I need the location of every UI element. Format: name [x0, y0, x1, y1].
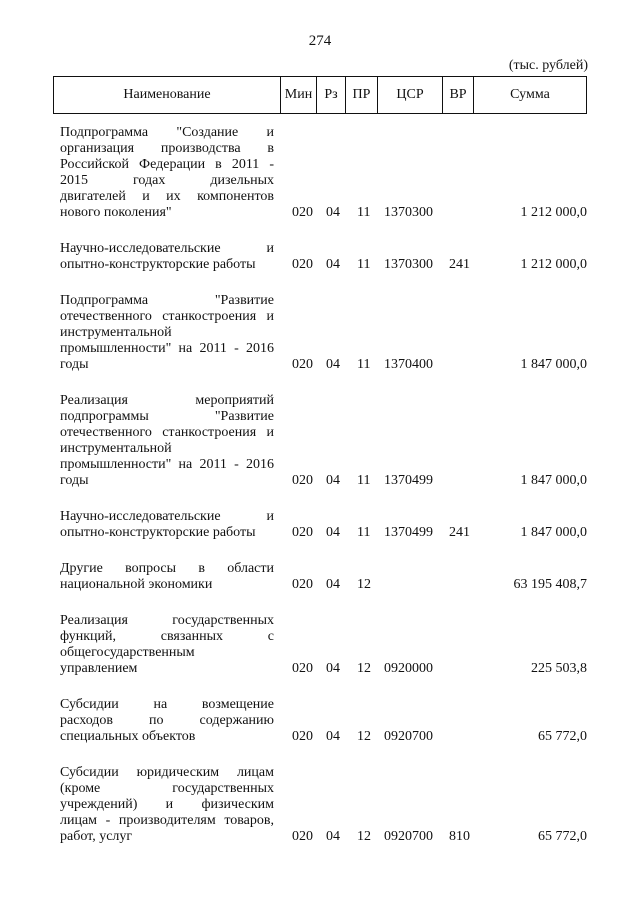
row-sum: 65 772,0 [538, 829, 587, 844]
row-vr: 241 [449, 525, 470, 540]
units-label: (тыс. рублей) [508, 58, 588, 73]
table-row [60, 393, 587, 489]
row-name-line: нового поколения" [60, 205, 172, 220]
row-codes [60, 729, 587, 745]
header-pr: ПР [346, 77, 378, 114]
row-rz: 04 [326, 661, 340, 676]
row-name-line: двигателей и их компонентов [60, 189, 274, 204]
row-min: 020 [292, 829, 313, 844]
row-csr: 1370300 [384, 257, 433, 272]
row-sum: 63 195 408,7 [513, 577, 587, 592]
row-name-line: подпрограммы "Развитие [60, 409, 274, 424]
row-min: 020 [292, 729, 313, 744]
row-sum: 1 847 000,0 [520, 473, 587, 488]
row-name-line: организация производства в [60, 141, 274, 156]
row-min: 020 [292, 257, 313, 272]
row-vr: 241 [449, 257, 470, 272]
row-name-line: учреждений) и физическим [60, 797, 274, 812]
row-name-line: Российской Федерации в 2011 - [60, 157, 274, 172]
row-vr: 810 [449, 829, 470, 844]
row-name-line: опытно-конструкторские работы [60, 257, 256, 272]
row-sum: 65 772,0 [538, 729, 587, 744]
row-name-line: отечественного станкостроения и [60, 425, 274, 440]
row-pr: 11 [357, 473, 371, 488]
row-name-line: промышленности" на 2011 - 2016 [60, 341, 274, 356]
row-name-line: специальных объектов [60, 729, 196, 744]
row-name-line: опытно-конструкторские работы [60, 525, 256, 540]
row-pr: 12 [357, 729, 371, 744]
header-vr: ВР [443, 77, 474, 114]
row-name-line: инструментальной [60, 325, 172, 340]
row-rz: 04 [326, 729, 340, 744]
row-name-line: Реализация государственных [60, 613, 274, 628]
row-pr: 12 [357, 577, 371, 592]
table-row [60, 765, 587, 845]
table-body [0, 125, 640, 845]
row-codes [60, 525, 587, 541]
row-name-line: Научно-исследовательские и [60, 509, 274, 524]
row-rz: 04 [326, 577, 340, 592]
row-rz: 04 [326, 257, 340, 272]
row-csr: 1370400 [384, 357, 433, 372]
row-codes [60, 257, 587, 273]
table-header [53, 76, 587, 114]
row-rz: 04 [326, 525, 340, 540]
row-rz: 04 [326, 829, 340, 844]
row-name-line: Реализация мероприятий [60, 393, 274, 408]
row-min: 020 [292, 525, 313, 540]
row-csr: 0920000 [384, 661, 433, 676]
table-row [60, 697, 587, 745]
row-name-line: функций, связанных с [60, 629, 274, 644]
row-pr: 11 [357, 357, 371, 372]
row-name-line: Подпрограмма "Развитие [60, 293, 274, 308]
table-row [60, 613, 587, 677]
row-sum: 1 212 000,0 [520, 205, 587, 220]
header-rz: Рз [317, 77, 346, 114]
row-min: 020 [292, 661, 313, 676]
row-name-line: национальной экономики [60, 577, 213, 592]
row-csr: 0920700 [384, 729, 433, 744]
row-rz: 04 [326, 473, 340, 488]
row-sum: 1 847 000,0 [520, 357, 587, 372]
row-pr: 11 [357, 205, 371, 220]
row-name-line: (кроме государственных [60, 781, 274, 796]
row-name-line: Субсидии юридическим лицам [60, 765, 274, 780]
row-codes [60, 357, 587, 373]
page-number: 274 [308, 33, 332, 49]
row-min: 020 [292, 357, 313, 372]
row-min: 020 [292, 205, 313, 220]
row-name-line: 2015 годах дизельных [60, 173, 274, 188]
row-name-line: управлением [60, 661, 138, 676]
row-name-line: инструментальной [60, 441, 172, 456]
row-codes [60, 473, 587, 489]
row-pr: 11 [357, 257, 371, 272]
row-pr: 12 [357, 829, 371, 844]
row-name-line: расходов по содержанию [60, 713, 274, 728]
row-rz: 04 [326, 357, 340, 372]
table-row [60, 125, 587, 221]
row-csr: 1370300 [384, 205, 433, 220]
header-csr: ЦСР [378, 77, 443, 114]
row-name-line: годы [60, 357, 89, 372]
row-name-line: Другие вопросы в области [60, 561, 274, 576]
row-name-line: Научно-исследовательские и [60, 241, 274, 256]
row-name-line: промышленности" на 2011 - 2016 [60, 457, 274, 472]
row-pr: 11 [357, 525, 371, 540]
row-codes [60, 829, 587, 845]
row-rz: 04 [326, 205, 340, 220]
row-name-line: лицам - производителям товаров, [60, 813, 274, 828]
row-sum: 1 212 000,0 [520, 257, 587, 272]
row-name-line: общегосударственным [60, 645, 195, 660]
row-csr: 1370499 [384, 525, 433, 540]
row-codes [60, 661, 587, 677]
header-sum: Сумма [474, 77, 587, 114]
table-row [60, 293, 587, 373]
row-pr: 12 [357, 661, 371, 676]
row-codes [60, 205, 587, 221]
table-row [60, 509, 587, 541]
row-csr: 0920700 [384, 829, 433, 844]
row-name-line: отечественного станкостроения и [60, 309, 274, 324]
row-codes [60, 577, 587, 593]
row-sum: 225 503,8 [531, 661, 587, 676]
row-name-line: годы [60, 473, 89, 488]
table-row [60, 561, 587, 593]
header-min: Мин [281, 77, 317, 114]
row-sum: 1 847 000,0 [520, 525, 587, 540]
row-csr: 1370499 [384, 473, 433, 488]
table-row [60, 241, 587, 273]
row-min: 020 [292, 577, 313, 592]
header-name: Наименование [54, 77, 281, 114]
row-name-line: Подпрограмма "Создание и [60, 125, 274, 140]
row-min: 020 [292, 473, 313, 488]
row-name-line: Субсидии на возмещение [60, 697, 274, 712]
row-name-line: работ, услуг [60, 829, 133, 844]
